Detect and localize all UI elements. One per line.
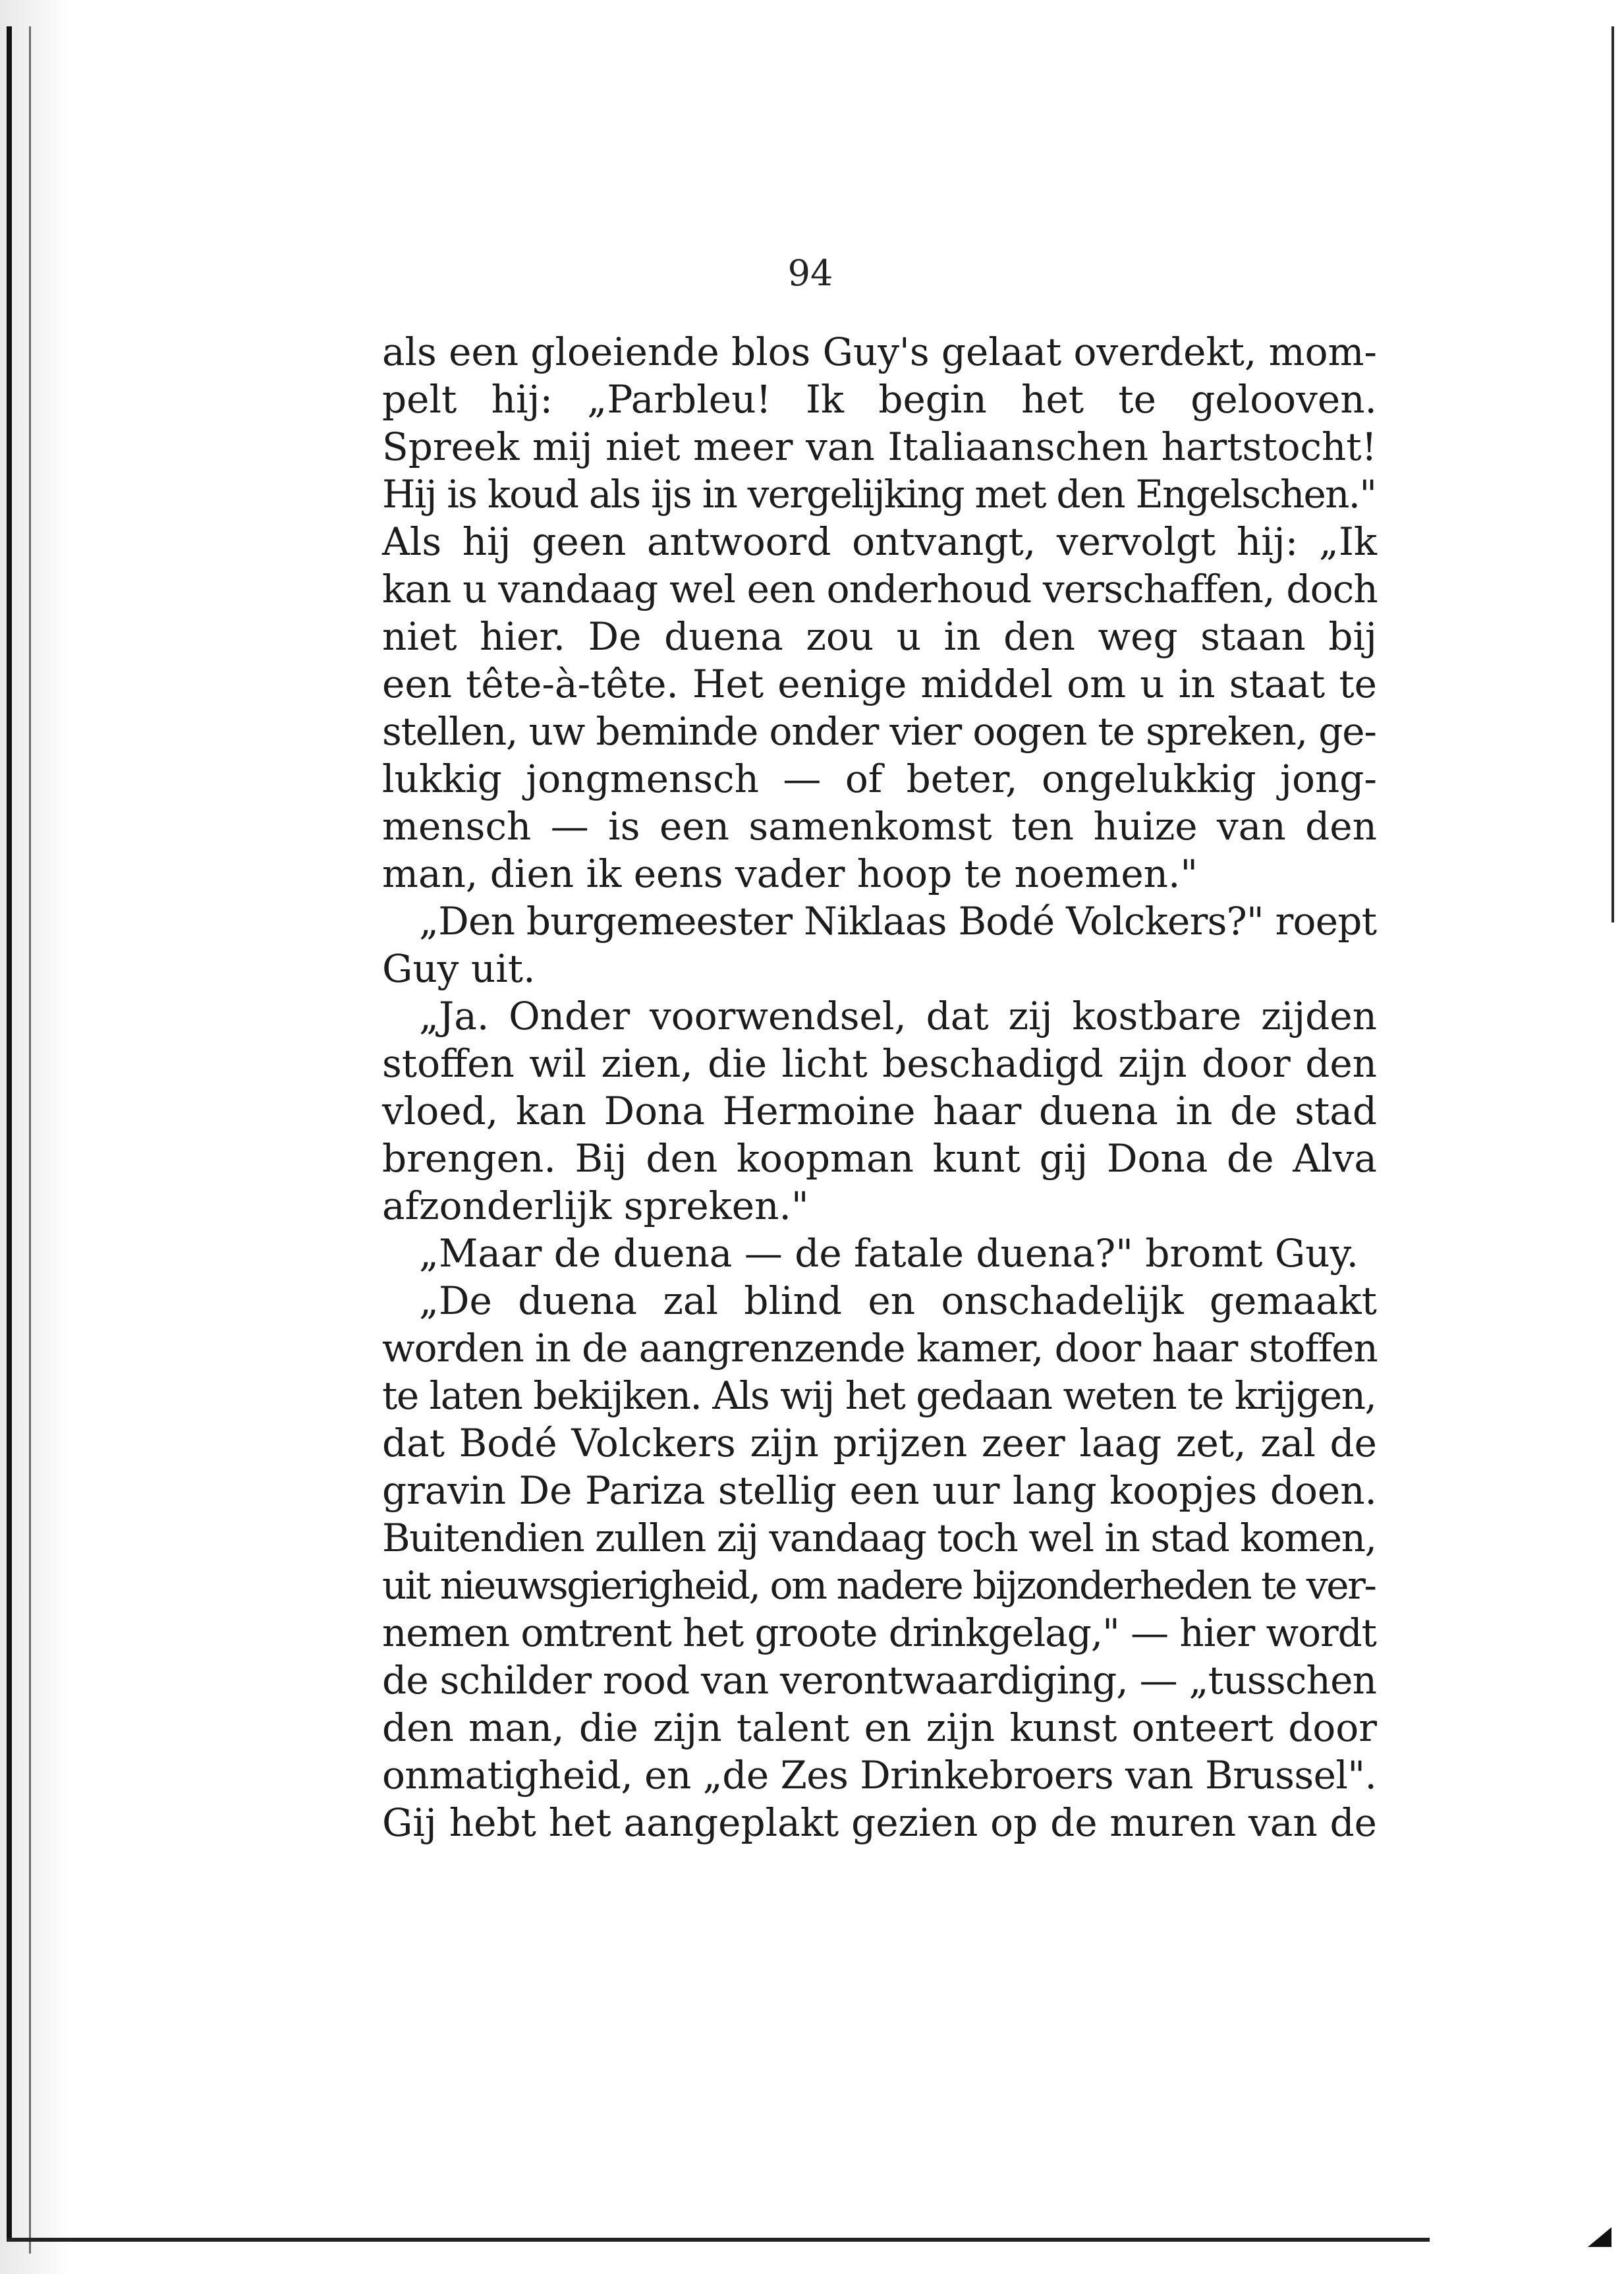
text-line: stellen, uw beminde onder vier oogen te spreken, ge- (382, 709, 1376, 754)
text-line: kan u vandaag wel een onderhoud verschaffen, doch (382, 567, 1378, 611)
text-line: Hij is koud als ijs in vergelijking met den Engelschen." (382, 472, 1376, 517)
binding-edge-left-inner (29, 26, 31, 2254)
text-line: een tête-à-tête. Het eenige middel om u in staat te (382, 662, 1377, 706)
binding-edge-right (1611, 26, 1614, 923)
text-line: gravin De Pariza stellig een uur lang koopjes doen. (382, 1468, 1377, 1513)
body-text (382, 328, 1377, 1846)
text-line: de schilder rood van verontwaardiging, — „tusschen (382, 1658, 1377, 1703)
binding-edge-left (7, 26, 12, 2240)
text-line: nemen omtrent het groote drinkgelag," — hier wordt (382, 1610, 1376, 1655)
text-line: Gij hebt het aangeplakt gezien op de muren van de (382, 1800, 1377, 1845)
text-line: vloed, kan Dona Hermoine haar duena in de stad (382, 1089, 1377, 1133)
text-line: niet hier. De duena zou u in den weg staan bij (382, 614, 1377, 659)
page-corner-mark (1588, 2227, 1611, 2247)
text-line: „De duena zal blind en onschadelijk gemaakt (419, 1278, 1377, 1323)
text-line: „Den burgemeester Niklaas Bodé Volckers?" roept (419, 899, 1377, 944)
text-line: uit nieuwsgierigheid, om nadere bijzonderheden te ver- (382, 1563, 1376, 1608)
text-line: brengen. Bij den koopman kunt gij Dona de Alva (382, 1136, 1377, 1181)
text-line: Guy uit. (382, 946, 536, 991)
text-line: den man, die zijn talent en zijn kunst onteert door (382, 1705, 1377, 1750)
text-line: man, dien ik eens vader hoop te noemen." (382, 851, 1198, 896)
text-line: Spreek mij niet meer van Italiaanschen hartstocht! (382, 424, 1377, 469)
text-line: als een gloeiende blos Guy's gelaat overdekt, mom- (382, 329, 1377, 374)
binding-edge-bottom (7, 2238, 1430, 2242)
text-line: Als hij geen antwoord ontvangt, vervolgt hij: „Ik (382, 519, 1377, 564)
text-line: Buitendien zullen zij vandaag toch wel in stad komen, (382, 1516, 1376, 1560)
text-line: stoffen wil zien, die licht beschadigd zijn door den (382, 1041, 1377, 1086)
page-number: 94 (787, 252, 833, 294)
text-line: afzonderlijk spreken." (382, 1183, 809, 1228)
text-line: pelt hij: „Parbleu! Ik begin het te gelooven. (382, 377, 1377, 422)
text-line: onmatigheid, en „de Zes Drinkebroers van Brussel". (382, 1753, 1377, 1798)
text-line: mensch — is een samenkomst ten huize van den (382, 804, 1377, 849)
text-line: dat Bodé Volckers zijn prijzen zeer laag zet, zal de (382, 1421, 1377, 1465)
text-line: „Ja. Onder voorwendsel, dat zij kostbare zijden (419, 994, 1377, 1038)
text-line: „Maar de duena — de fatale duena?" bromt Guy. (419, 1231, 1359, 1276)
text-line: te laten bekijken. Als wij het gedaan weten te krijgen, (382, 1373, 1376, 1418)
text-line: lukkig jongmensch — of beter, ongelukkig jong- (382, 756, 1377, 801)
text-line: worden in de aangrenzende kamer, door haar stoffen (382, 1326, 1378, 1371)
